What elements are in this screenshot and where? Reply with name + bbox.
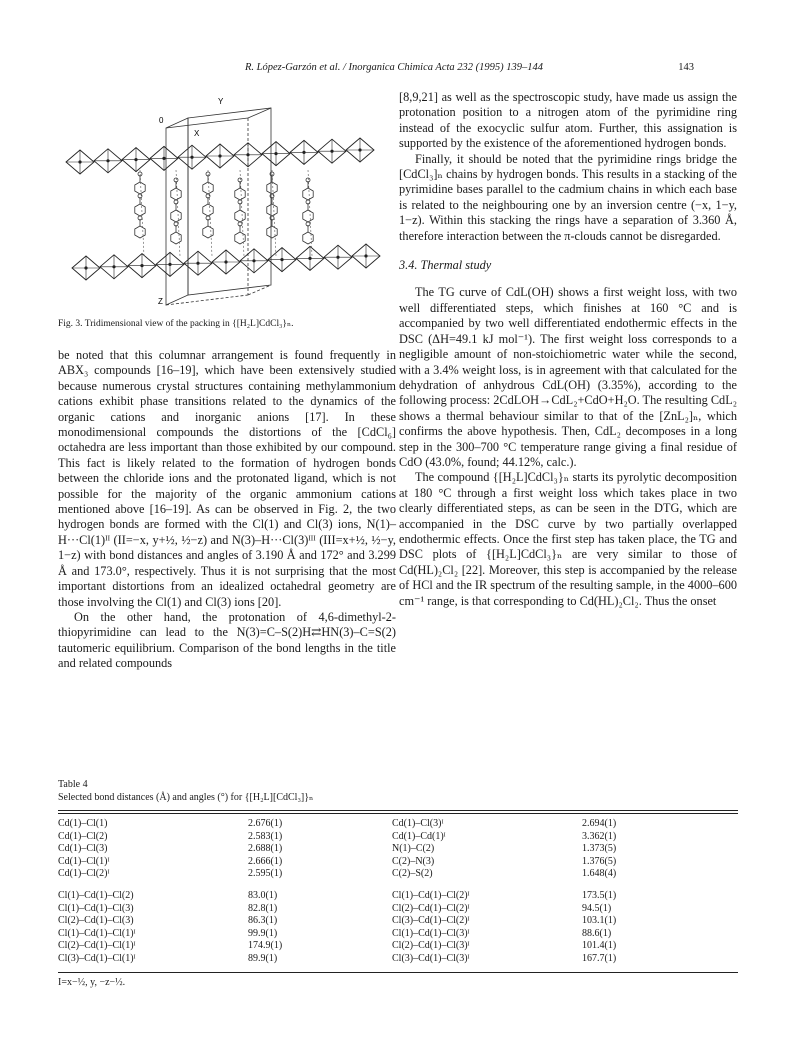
pyrimidine-stacks [135, 170, 313, 256]
bond-value-cell: 101.4(1) [582, 940, 617, 952]
bond-label-cell: Cl(2)–Cd(1)–Cl(3)ᴵ [392, 940, 470, 952]
table-row [58, 903, 738, 916]
body-paragraph: Finally, it should be noted that the pyrimidine rings bridge the [CdCl₃]ₙ chains by hydrogen bonds. This results in a stacking of the pyrimidine bases parallel to the cadmium chains in which each base is related to the neighbouring one by an inversion centre (−x, 1−y, 1−z). Within this stacking the rings have a separation of 3.360 Å, therefore interaction between the π-clouds cannot be disregarded. [399, 151, 737, 243]
bond-label-cell: Cl(2)–Cd(1)–Cl(3) [58, 915, 134, 927]
spacer-cell [58, 881, 738, 890]
bond-label-cell: Cl(1)–Cd(1)–Cl(3)ᴵ [392, 927, 470, 939]
bond-label-cell: Cl(1)–Cd(1)–Cl(2) [58, 889, 134, 901]
figure-caption: Fig. 3. Tridimensional view of the packing in {[H₂L]CdCl₃}ₙ. [58, 319, 294, 329]
bond-value-cell: 83.0(1) [248, 889, 278, 901]
bond-label-cell: N(1)–C(2) [392, 843, 435, 855]
pyrimidine-ring [171, 188, 181, 200]
bond-value-cell: 1.648(4) [582, 868, 617, 880]
body-paragraph: [8,9,21] as well as the spectroscopic study, have made us assign the protonation position to a nitrogen atom of the pyrimidine ring instead of the exocyclic sulfur atom. Further, this assignation is supported by the existence of the aforementioned hydrogen bonds. [399, 90, 737, 151]
bond-label-cell: Cd(1)–Cl(2)ᴵ [58, 868, 110, 880]
bond-label-cell: Cd(1)–Cl(3) [58, 843, 108, 855]
cadmium-atom [78, 160, 81, 163]
bond-value-cell: 2.583(1) [248, 830, 283, 842]
pyrimidine-ring [135, 182, 145, 194]
body-paragraph: The compound {[H₂L]CdCl₃}ₙ starts its pyrolytic decomposition at 180 °C through a first weight loss which takes place in two clearly differentiated steps, as can be seen in the DTG, which are accompanied in the DSC curve by two partially overlapped endothermic effects. Once the first step has taken place, the TG and DSC plots of {[H₂L]CdCl₃}ₙ are very similar to those of Cd(HL)₂Cl₂ [22]. Moreover, this step is accompanied by the release of HCl and the IR spectrum of the resulting sample, in the 4000–600 cm⁻¹ range, is that corresponding to Cd(HL)₂Cl₂. Thus the onset [399, 470, 737, 608]
table-row [58, 856, 738, 869]
table-footnote: I=x−½, y, −z−½. [58, 976, 126, 988]
cadmium-atom [134, 158, 137, 161]
cadmium-atom [364, 254, 367, 257]
bond-label-cell: Cd(1)–Cl(2) [58, 830, 108, 842]
cadmium-atom [140, 264, 143, 267]
table-spacer [58, 881, 738, 890]
bond-value-cell: 99.9(1) [248, 927, 278, 939]
table-top-rule-2 [58, 813, 738, 814]
table-row [58, 928, 738, 941]
origin-label: 0 [159, 116, 164, 125]
bond-value-cell: 103.1(1) [582, 915, 617, 927]
bond-label-cell: C(2)–S(2) [392, 868, 433, 880]
cadmium-atom [196, 262, 199, 265]
bond-value-cell: 86.3(1) [248, 915, 278, 927]
pyrimidine-ring [235, 188, 245, 200]
bond-value-cell: 82.8(1) [248, 902, 278, 914]
cadmium-atom [308, 257, 311, 260]
cadmium-atom [274, 152, 277, 155]
axis-y-label: Y [218, 97, 224, 106]
bond-label-cell: Cd(1)–Cl(3)ᴵ [392, 818, 444, 829]
pyrimidine-ring [303, 188, 313, 200]
bond-value-cell: 2.666(1) [248, 855, 283, 867]
bond-value-cell: 2.694(1) [582, 818, 617, 829]
left-column [58, 348, 396, 672]
table-row [58, 915, 738, 928]
packing-diagram [58, 90, 388, 315]
table-row [58, 890, 738, 903]
bond-label-cell: Cd(1)–Cl(1) [58, 818, 108, 829]
body-paragraph: The TG curve of CdL(OH) shows a first weight loss, with two well differentiated steps, which finishes at 160 °C and is accompanied by two well differentiated endothermic effects in the DSC (ΔH=49.1 kJ mol⁻¹). The first weight loss corresponds to a negligible amount of non-stoichiometric water while the second, with a 3.4% weight loss, is in agreement with that calculated for the dehydration of anhydrous CdL(OH) (3.35%), according to the following process: 2CdLOH→CdL₂+CdO+H₂O. The resulting CdL₂ shows a thermal behaviour similar to that of the [ZnL₂]ₙ, which confirms the above hypothesis. Then, CdL₂ decomposes in a long step in the 300–700 °C temperature range giving a final residue of CdO (43.0%, found; 44.12%, calc.). [399, 285, 738, 469]
right-column [399, 90, 737, 609]
pyrimidine-ring [135, 226, 145, 238]
bond-label-cell: C(2)–N(3) [392, 855, 435, 867]
table-top-rule [58, 810, 738, 811]
bond-label-cell: Cl(2)–Cd(1)–Cl(2)ᴵ [392, 902, 470, 914]
bond-value-cell: 173.5(1) [582, 889, 617, 901]
cadmium-atom [106, 159, 109, 162]
cadmium-atom [224, 260, 227, 263]
bond-label-cell: Cl(1)–Cd(1)–Cl(2)ᴵ [392, 889, 470, 901]
running-head [0, 62, 788, 78]
page-number: 143 [678, 62, 694, 73]
cadmium-atom [168, 263, 171, 266]
cadmium-atom [112, 265, 115, 268]
body-paragraph: be noted that this columnar arrangement is found frequently in ABX₃ compounds [16–19], which have been extensively studied because numerous crystal structures containing methylammonium cations exhibit phase transitions related to the dynamics of the organic cations and inorganic anions [17]. In these monodimensional compounds the distortions of the [CdCl₆] octahedra are less important than those exhibited by our compound. This fact is likely related to the formation of hydrogen bonds between the chloride ions and the protonated ligand, which is not possible for the majority of the organic ammonium cations mentioned above [16–19]. As can be observed in Fig. 2, the two hydrogen bonds are formed with the Cl(1) and Cl(3) ions, N(1)–H···Cl(1)ᴵᴵ (II=−x, y+½, ½−z) and N(3)–H···Cl(3)ᴵᴵᴵ (III=x+½, ½−y, 1−z) with bond distances and angles of 3.190 Å and 172° and 3.299 Å and 173.0°, respectively. Thus it is not surprising that the most important distortions from an idealized octahedral geometry are those involving the Cl(1) and Cl(3) ions [20]. [58, 348, 396, 609]
pyrimidine-ring [267, 204, 277, 216]
bond-value-cell: 94.5(1) [582, 902, 612, 914]
bond-value-cell: 1.373(5) [582, 843, 617, 855]
section-heading: 3.4. Thermal study [399, 258, 492, 273]
pyrimidine-ring [203, 226, 213, 238]
pyrimidine-ring [303, 210, 313, 222]
chain-top [66, 138, 374, 174]
cadmium-atom [336, 256, 339, 259]
bond-label-cell: Cl(3)–Cd(1)–Cl(2)ᴵ [392, 915, 470, 927]
cadmium-atom [302, 151, 305, 154]
pyrimidine-ring [203, 204, 213, 216]
table-row [58, 831, 738, 844]
bond-label-cell: Cl(3)–Cd(1)–Cl(3)ᴵ [392, 952, 470, 964]
pyrimidine-ring [235, 210, 245, 222]
table-label: Table 4 [58, 779, 88, 790]
cadmium-atom [190, 156, 193, 159]
cadmium-atom [252, 259, 255, 262]
table-row [58, 953, 738, 966]
cadmium-atom [280, 258, 283, 261]
unit-cell [166, 108, 271, 305]
bond-table [58, 818, 738, 966]
cadmium-atom [162, 157, 165, 160]
table-4 [58, 778, 738, 989]
running-title: R. López-Garzón et al. / Inorganica Chimica Acta 232 (1995) 139–144 [244, 62, 544, 73]
bond-label-cell: Cl(2)–Cd(1)–Cl(1)ᴵ [58, 940, 136, 952]
bond-value-cell: 88.6(1) [582, 927, 612, 939]
bond-value-cell: 89.9(1) [248, 952, 278, 964]
bond-label-cell: Cd(1)–Cd(1)ᴵ [392, 830, 446, 842]
cadmium-atom [330, 150, 333, 153]
bond-label-cell: Cl(1)–Cd(1)–Cl(3) [58, 902, 134, 914]
pyrimidine-ring [171, 210, 181, 222]
cadmium-atom [218, 154, 221, 157]
bond-label-cell: Cl(3)–Cd(1)–Cl(1)ᴵ [58, 952, 136, 964]
figure-3 [58, 90, 388, 315]
table-row [58, 868, 738, 881]
table-row [58, 818, 738, 831]
table-row [58, 940, 738, 953]
pyrimidine-ring [203, 182, 213, 194]
cadmium-atom [84, 266, 87, 269]
body-paragraph: On the other hand, the protonation of 4,6-dimethyl-2-thiopyrimidine can lead to the N(3)=C–S(2)H⇄HN(3)–C=S(2) tautomeric equilibrium. Comparison of the bond lengths in the title and related compounds [58, 609, 396, 671]
bond-value-cell: 1.376(5) [582, 855, 617, 867]
pyrimidine-ring [267, 226, 277, 238]
bond-value-cell: 2.676(1) [248, 818, 283, 829]
axis-z-label: Z [158, 297, 163, 306]
table-title: Selected bond distances (Å) and angles (°) for {[H₂L][CdCl₃]}ₙ [58, 792, 314, 803]
cadmium-atom [358, 148, 361, 151]
bond-value-cell: 167.7(1) [582, 952, 617, 964]
pyrimidine-ring [135, 204, 145, 216]
axis-x-label: X [194, 129, 200, 138]
pyrimidine-ring [267, 182, 277, 194]
bond-value-cell: 2.595(1) [248, 868, 283, 880]
bond-value-cell: 3.362(1) [582, 830, 617, 842]
bond-value-cell: 2.688(1) [248, 843, 283, 855]
table-bottom-rule [58, 972, 738, 973]
bond-label-cell: Cl(1)–Cd(1)–Cl(1)ᴵ [58, 927, 136, 939]
bond-label-cell: Cd(1)–Cl(1)ᴵ [58, 855, 110, 867]
bond-value-cell: 174.9(1) [248, 940, 283, 952]
cadmium-atom [246, 153, 249, 156]
chain-bottom [72, 244, 380, 280]
table-row [58, 843, 738, 856]
